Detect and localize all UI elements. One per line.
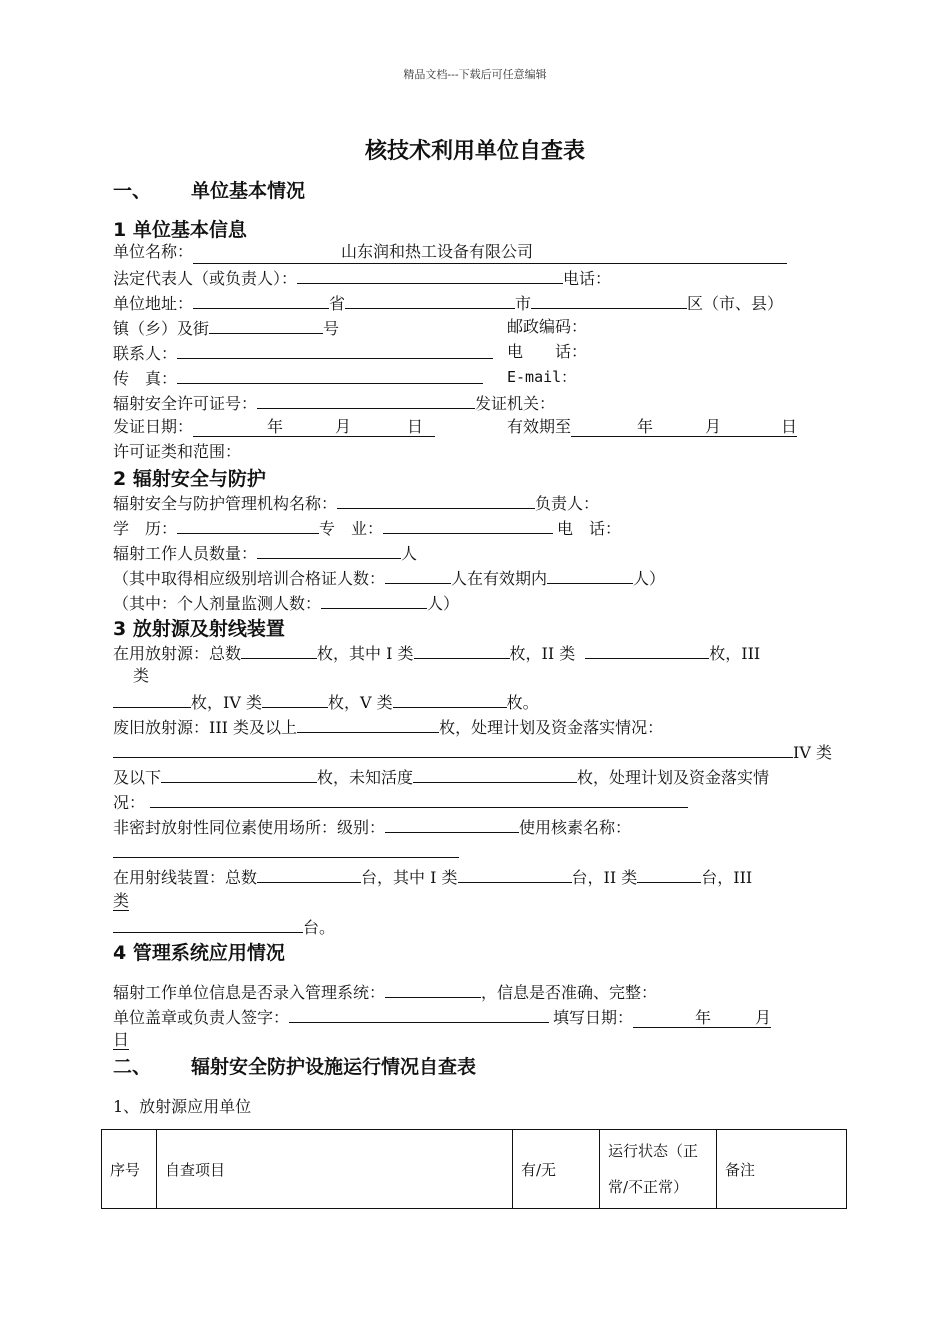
waste-row3 xyxy=(113,765,769,789)
waste-plan2-field[interactable] xyxy=(150,790,688,808)
license-scope-label: 许可证类和范围： xyxy=(113,442,242,461)
nuclide-name-label: 使用核素名称： xyxy=(519,818,632,837)
section2-title: 辐射安全防护设施运行情况自查表 xyxy=(191,1056,477,1078)
town-label: 镇（乡）及街 xyxy=(113,319,210,338)
phone-label: 电话： xyxy=(563,269,612,288)
section2-heading xyxy=(113,1052,476,1079)
inuse-class4-label: 枚，IV 类 xyxy=(191,693,262,712)
org-row xyxy=(113,491,599,515)
unit-name-field[interactable] xyxy=(193,241,787,264)
document-title: 核技术利用单位自查表 xyxy=(364,139,585,164)
org-label: 辐射安全与防护管理机构名称： xyxy=(113,494,338,513)
device-end: 台。 xyxy=(303,918,336,937)
district-field[interactable] xyxy=(531,291,687,309)
header-note: 精品文档---下载后可任意编辑 xyxy=(403,68,547,81)
fill-date-field[interactable] xyxy=(633,1008,771,1028)
col-status: 运行状态（正常/不正常） xyxy=(600,1130,717,1209)
cert-end: 人） xyxy=(633,569,666,588)
fill-year-label: 年 xyxy=(695,1008,712,1027)
unsealed-row xyxy=(113,815,631,839)
valid-until-row xyxy=(507,416,797,438)
waste-class3-label: 废旧放射源：III 类及以上 xyxy=(113,718,298,737)
number-label: 号 xyxy=(323,319,340,338)
fax-row xyxy=(113,366,483,390)
dose-end: 人） xyxy=(427,594,460,613)
device-class2-label: 台，II 类 xyxy=(571,868,638,887)
nuclide-row xyxy=(113,840,459,864)
issue-date-label: 发证日期： xyxy=(113,417,194,436)
city-label: 市 xyxy=(515,294,532,313)
org-tel-label: 电 话： xyxy=(557,519,622,538)
device-class1-field[interactable] xyxy=(458,865,572,883)
unsealed-level-label: 非密封放射性同位素使用场所：级别： xyxy=(113,818,386,837)
cert-valid-field[interactable] xyxy=(547,566,633,584)
section2-number: 二、 xyxy=(113,1056,152,1078)
issue-date-field[interactable] xyxy=(193,417,435,437)
district-label: 区（市、县） xyxy=(687,294,784,313)
col-has: 有/无 xyxy=(513,1130,600,1209)
s4-heading: 4 管理系统应用情况 xyxy=(113,942,285,964)
education-row xyxy=(113,516,621,540)
dose-field[interactable] xyxy=(321,591,427,609)
license-row xyxy=(113,391,555,415)
inuse-class2-field[interactable] xyxy=(585,641,709,659)
issue-date-row xyxy=(113,416,435,438)
inuse-class3-suffix: 类 xyxy=(133,666,150,685)
unit-name-row xyxy=(113,241,787,264)
license-label: 辐射安全许可证号： xyxy=(113,394,258,413)
legal-rep-label: 法定代表人（或负责人）： xyxy=(113,269,298,288)
dose-row xyxy=(113,591,459,615)
legal-rep-field[interactable] xyxy=(297,266,563,284)
inuse-class1-field[interactable] xyxy=(414,641,510,659)
seal-label: 单位盖章或负责人签字： xyxy=(113,1008,290,1027)
cert-label: （其中取得相应级别培训合格证人数： xyxy=(113,569,386,588)
fill-month-label: 月 xyxy=(755,1008,772,1027)
fill-day-row xyxy=(113,1029,129,1051)
issue-month-label: 月 xyxy=(335,417,352,436)
system-entry-label: 辐射工作单位信息是否录入管理系统： xyxy=(113,983,386,1002)
inuse-class1-label: 枚，其中 I 类 xyxy=(317,644,414,663)
fill-day-label: 日 xyxy=(113,1030,130,1049)
address-row xyxy=(113,291,783,315)
seal-row xyxy=(113,1005,771,1029)
fax-field[interactable] xyxy=(177,366,483,384)
contact-label: 联系人： xyxy=(113,344,178,363)
cert-valid-label: 人在有效期内 xyxy=(451,569,548,588)
waste-row2 xyxy=(113,740,832,764)
valid-until-field[interactable] xyxy=(571,417,797,437)
valid-year-label: 年 xyxy=(637,417,654,436)
s1-heading: 1 单位基本信息 xyxy=(113,219,247,241)
s2-heading: 2 辐射安全与防护 xyxy=(113,468,266,490)
inuse-class5-label: 枚，V 类 xyxy=(327,693,393,712)
cert-count-field[interactable] xyxy=(385,566,451,584)
staff-unit: 人 xyxy=(401,544,418,563)
waste-plan2-suffix: 况： xyxy=(113,793,146,812)
issuer-label: 发证机关： xyxy=(475,394,556,413)
device-class2-field[interactable] xyxy=(637,865,701,883)
major-field[interactable] xyxy=(383,516,553,534)
province-label: 省 xyxy=(329,294,346,313)
town-field[interactable] xyxy=(209,316,323,334)
education-label: 学 历： xyxy=(113,519,178,538)
nuclide-name-field[interactable] xyxy=(113,840,459,858)
waste-row xyxy=(113,715,663,739)
waste-below-label: 及以下 xyxy=(113,768,162,787)
device-class1-label: 台，其中 I 类 xyxy=(361,868,458,887)
dose-label: （其中：个人剂量监测人数： xyxy=(113,594,322,613)
system-entry-field[interactable] xyxy=(385,980,481,998)
waste-plan2-label: 枚，处理计划及资金落实情 xyxy=(577,768,770,787)
staff-field[interactable] xyxy=(257,541,401,559)
inuse-class3-field[interactable] xyxy=(113,690,191,708)
org-field[interactable] xyxy=(337,491,535,509)
license-field[interactable] xyxy=(257,391,475,409)
section1-title: 单位基本情况 xyxy=(191,180,306,202)
self-check-table xyxy=(101,1129,847,1209)
col-item: 自查项目 xyxy=(157,1130,513,1209)
postcode-label: 邮政编码： xyxy=(507,317,588,336)
s3-heading: 3 放射源及射线装置 xyxy=(113,618,285,640)
cert-row xyxy=(113,566,665,590)
waste-unknown-field[interactable] xyxy=(413,765,577,783)
valid-until-label: 有效期至 xyxy=(507,417,572,436)
unsealed-level-field[interactable] xyxy=(385,815,519,833)
device-row xyxy=(113,865,752,889)
system-entry-row xyxy=(113,980,657,1004)
email-label: E-mail： xyxy=(507,368,577,386)
waste-plan-label: 枚，处理计划及资金落实情况： xyxy=(439,718,664,737)
inuse-row xyxy=(113,641,760,665)
waste-plan-field[interactable] xyxy=(113,740,793,758)
contact-tel-label: 电 话： xyxy=(507,342,588,361)
seal-field[interactable] xyxy=(289,1005,549,1023)
device-total-label: 在用射线装置：总数 xyxy=(113,868,258,887)
major-label: 专 业： xyxy=(319,519,384,538)
province-field[interactable] xyxy=(193,291,329,309)
section1-heading xyxy=(113,176,305,203)
info-accurate-label: ，信息是否准确、完整： xyxy=(481,983,658,1002)
inuse-class4-field[interactable] xyxy=(262,690,328,708)
inuse-class3-label: 枚，III xyxy=(709,644,761,663)
inuse-row2 xyxy=(113,690,539,714)
staff-label: 辐射工作人员数量： xyxy=(113,544,258,563)
inuse-class5-field[interactable] xyxy=(393,690,507,708)
col-seq: 序号 xyxy=(102,1130,157,1209)
address-label: 单位地址： xyxy=(113,294,194,313)
table-header-row xyxy=(102,1130,847,1209)
staff-row xyxy=(113,541,417,565)
issue-day-label: 日 xyxy=(407,417,424,436)
legal-rep-row xyxy=(113,266,611,290)
col-remark: 备注 xyxy=(717,1130,847,1209)
fill-date-label: 填写日期： xyxy=(553,1008,634,1027)
waste-class4-label: IV 类 xyxy=(793,743,832,762)
device-class3-field[interactable] xyxy=(113,915,303,933)
waste-below-field[interactable] xyxy=(161,765,317,783)
unit-name-value: 山东润和热工设备有限公司 xyxy=(341,242,534,261)
waste-class3-field[interactable] xyxy=(297,715,439,733)
waste-row4 xyxy=(113,790,688,814)
inuse-total-field[interactable] xyxy=(241,641,317,659)
inuse-end: 枚。 xyxy=(506,693,539,712)
contact-row xyxy=(113,341,493,365)
issue-year-label: 年 xyxy=(267,417,284,436)
inuse-total-label: 在用放射源：总数 xyxy=(113,644,242,663)
subsection-source-units: 1、放射源应用单位 xyxy=(113,1097,252,1116)
valid-day-label: 日 xyxy=(781,417,798,436)
valid-month-label: 月 xyxy=(705,417,722,436)
org-head-label: 负责人： xyxy=(535,494,600,513)
town-row xyxy=(113,316,339,340)
education-field[interactable] xyxy=(177,516,319,534)
contact-field[interactable] xyxy=(177,341,493,359)
unit-name-label: 单位名称： xyxy=(113,242,194,261)
inuse-class2-label: 枚，II 类 xyxy=(509,644,576,663)
section1-number: 一、 xyxy=(113,180,152,202)
device-total-field[interactable] xyxy=(257,865,361,883)
device-class3-suffix: 类 xyxy=(113,891,130,910)
waste-unknown-label: 枚，未知活度 xyxy=(317,768,414,787)
device-class3-label: 台，III xyxy=(701,868,753,887)
fax-label: 传 真： xyxy=(113,369,178,388)
city-field[interactable] xyxy=(345,291,515,309)
device-row2 xyxy=(113,915,335,939)
